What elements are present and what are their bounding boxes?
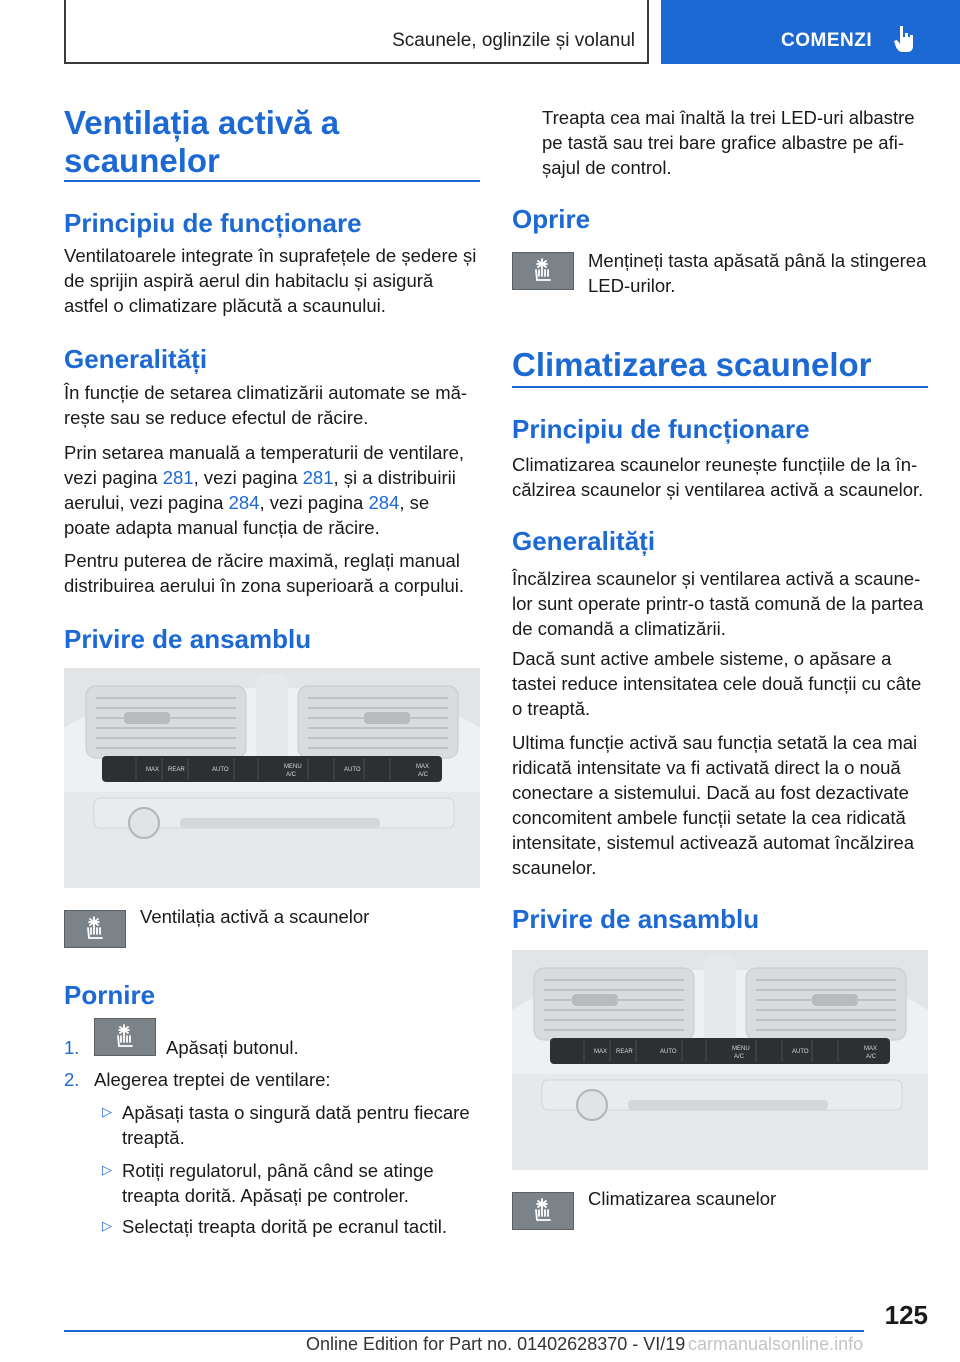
panel-label: REAR [616, 1049, 633, 1055]
left-general-heading: Generalități [64, 344, 208, 374]
bullet-1: Apăsați tasta o singură dată pentru fiecare treaptă. [122, 1102, 470, 1148]
panel-label: REAR [168, 767, 185, 773]
start-heading: Pornire [64, 980, 156, 1010]
left-principle-text: Ventilatoarele integrate în suprafețele de ședere și de sprijin aspiră aerul din habitaclu și asigură astfel o climatizare plăcută a scaunului. [64, 245, 477, 316]
panel-label: MENU [284, 764, 302, 770]
panel-label: A/C [286, 772, 297, 778]
right-overview-heading: Privire de ansamblu [512, 904, 760, 934]
right-principle-text: Climatizarea scaunelor reunește funcțiile de la încălzirea scaunelor și ventilarea activă a scaunelor. [512, 454, 924, 500]
section-title: Scaunele, oglinzile și volanul [392, 30, 635, 51]
page-link-281[interactable]: 281 [162, 467, 194, 488]
panel-label: AUTO [792, 1049, 809, 1055]
panel-label: AUTO [344, 767, 361, 773]
page-link-284[interactable]: 284 [228, 492, 260, 513]
step-1-text: Apăsați butonul. [166, 1037, 299, 1058]
stop-text: Mențineți tasta apăsată până la stingerea LED-urilor. [588, 250, 927, 296]
panel-label: MAX [864, 1046, 878, 1052]
step-1-number: 1. [64, 1037, 80, 1058]
bullet-3: Selectați treapta dorită pe ecranul tactil. [122, 1216, 447, 1237]
left-general-p2 [64, 440, 480, 540]
right-title-rule [512, 386, 928, 388]
seat-ventilation-button-symbol [512, 252, 574, 290]
right-overview-caption: Climatizarea scaunelor [588, 1188, 777, 1209]
text-segment: , vezi pagina [193, 467, 303, 488]
bullet-triangle-icon: ▷ [102, 1162, 112, 1177]
seat-climate-icon [528, 1196, 558, 1226]
panel-label: A/C [418, 772, 429, 778]
panel-label: MAX [594, 1049, 608, 1055]
seat-ventilation-icon [80, 914, 110, 944]
left-title-rule [64, 180, 480, 182]
stop-heading: Oprire [512, 204, 591, 234]
left-overview-heading: Privire de ansamblu [64, 624, 312, 654]
panel-label: AUTO [660, 1049, 677, 1055]
edition-text: Online Edition for Part no. 01402628370 - VI/19 [306, 1334, 686, 1354]
page-link-284b[interactable]: 284 [368, 492, 400, 513]
right-general-p1: Încălzirea scaunelor și ventilarea activă a scaunelor sunt operate printr-o tastă comună de la partea de comandă a climatizării. [512, 568, 924, 639]
right-general-p2: Dacă sunt active ambele sisteme, o apăsare a tastei reduce intensitatea cele două funcții cu câte o treaptă. [512, 648, 922, 719]
page-link-281b[interactable]: 281 [302, 467, 334, 488]
right-general-heading: Generalități [512, 526, 656, 556]
footer-rule [64, 1330, 864, 1332]
hand-pointer-icon [893, 24, 917, 59]
left-principle-heading: Principiu de funcționare [64, 208, 362, 238]
page-number: 125 [884, 1300, 928, 1330]
tab-comenzi-label: COMENZI [781, 30, 873, 51]
header-section-box [64, 0, 649, 64]
panel-label: A/C [866, 1054, 877, 1060]
left-general-p1: În funcție de setarea climatizării automate se mărește sau se reduce efectul de răcire. [64, 382, 468, 428]
panel-label: MAX [416, 764, 430, 770]
bullet-triangle-icon: ▷ [102, 1218, 112, 1233]
seat-climate-button-symbol [512, 1192, 574, 1230]
bullet-2: Rotiți regulatorul, până când se atinge treapta dorită. Apăsați pe controler. [122, 1160, 434, 1206]
seat-ventilation-icon [528, 256, 558, 286]
panel-label: MENU [732, 1046, 750, 1052]
text-segment: , vezi pagina [259, 492, 369, 513]
right-main-title: Climatizarea scaunelor [512, 346, 872, 383]
right-continuation-text: Treapta cea mai înaltă la trei LED-uri albastre pe tastă sau trei bare grafice albastre pe afișajul de control. [542, 107, 915, 178]
seat-ventilation-icon [110, 1022, 140, 1052]
panel-label: MAX [146, 767, 160, 773]
left-main-title: Ventilația activă a scaunelor [64, 104, 340, 179]
step-2-number: 2. [64, 1069, 80, 1090]
panel-label: AUTO [212, 767, 229, 773]
text-segment: Prin setarea manuală a temperaturii de ventilare, vezi pagina [64, 442, 465, 488]
right-general-p3: Ultima funcție activă sau funcția setată la cea mai ridicată intensitate va fi activată direct la o nouă conectare a sistemului. Dacă au fost dezactivate concomitent ambele funcții setate la cea ridicată intensitate, sistemul activează automat încălzirea scaunelor. [512, 732, 918, 878]
text-segment: , se poate adapta manual funcția de răcire. [64, 492, 430, 538]
left-overview-caption: Ventilația activă a scaunelor [140, 906, 370, 927]
seat-ventilation-button-symbol [64, 910, 126, 948]
climate-panel-photo-2 [512, 950, 928, 1170]
panel-label: A/C [734, 1054, 745, 1060]
left-general-p3: Pentru puterea de răcire maximă, reglați manual distribuirea aerului în zona superioară a corpului. [64, 550, 465, 596]
text-segment: , și a distribuirii aerului, vezi pagina [64, 467, 456, 513]
step-2-text: Alegerea treptei de ventilare: [94, 1069, 331, 1090]
tab-comenzi[interactable] [661, 0, 960, 64]
bullet-triangle-icon: ▷ [102, 1104, 112, 1119]
seat-ventilation-button[interactable] [94, 1018, 156, 1056]
watermark: carmanualsonline.info [688, 1334, 864, 1354]
right-principle-heading: Principiu de funcționare [512, 414, 810, 444]
climate-panel-photo [64, 668, 480, 888]
